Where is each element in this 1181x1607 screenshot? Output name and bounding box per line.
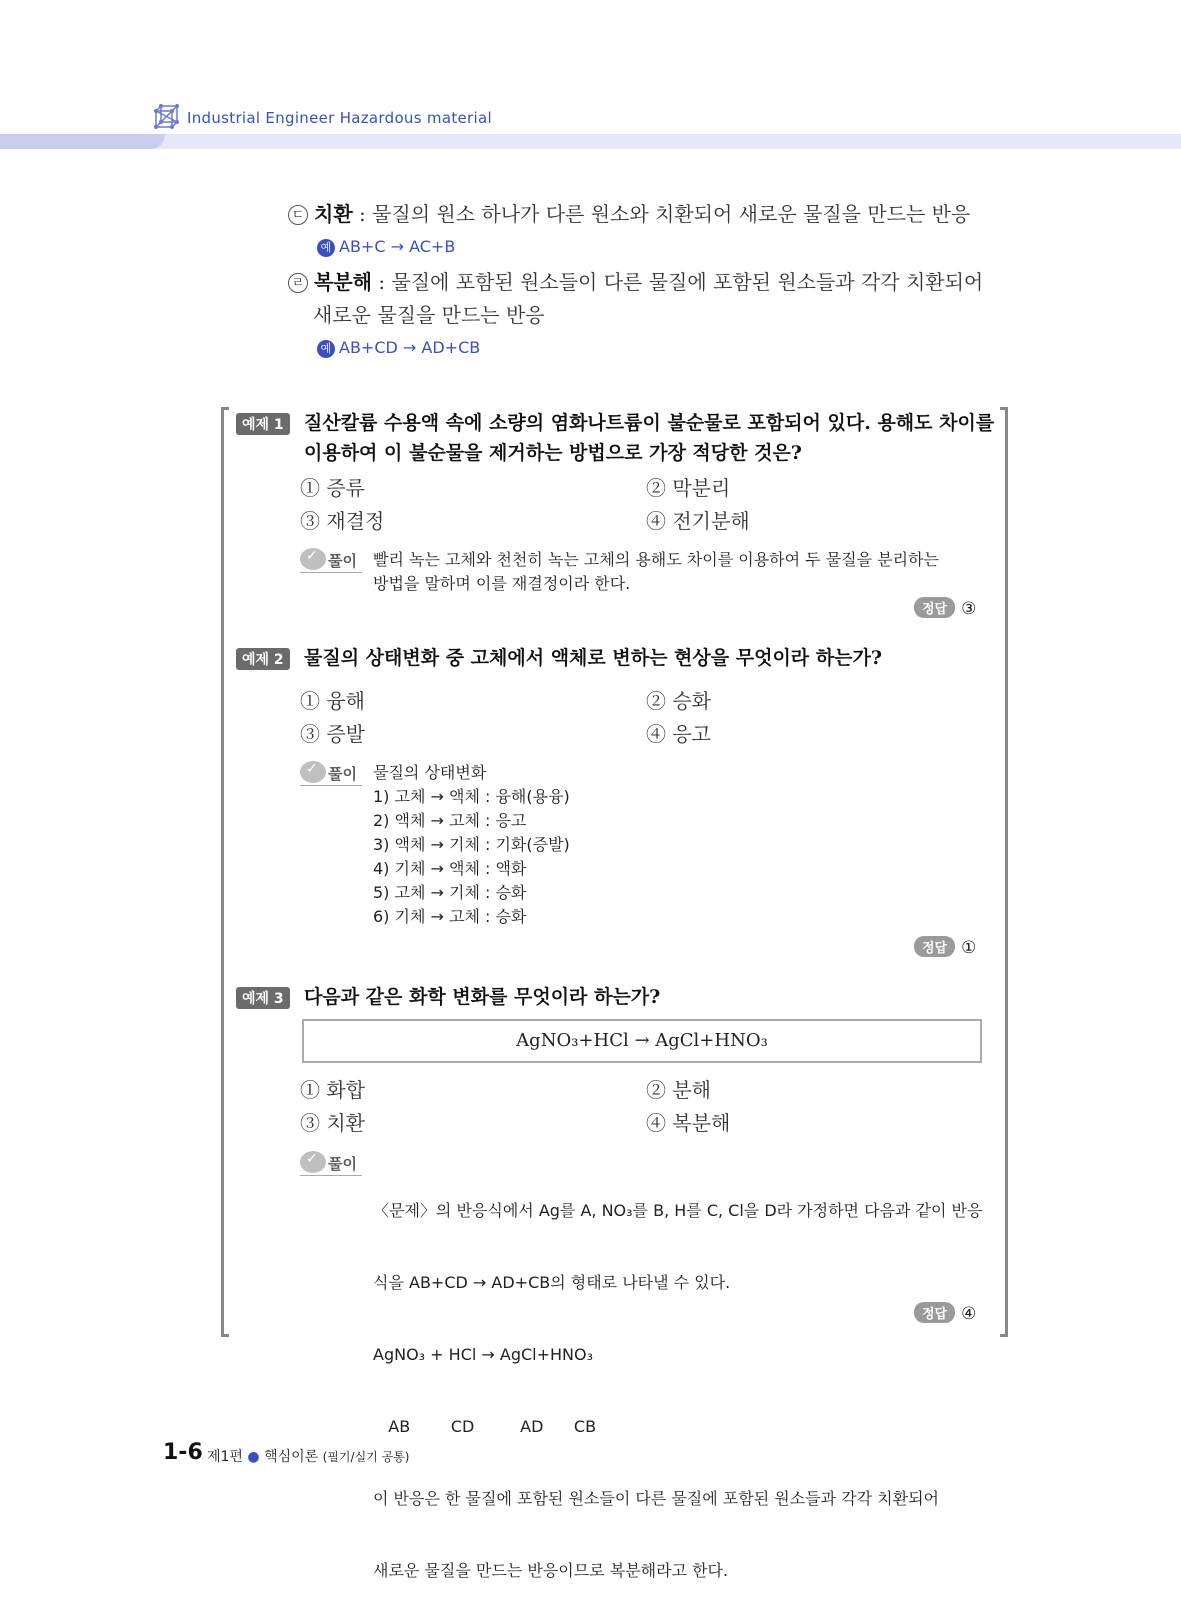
option: ② 막분리 <box>646 476 731 500</box>
item-double-displacement <box>288 265 983 299</box>
item-desc-continued: 새로운 물질을 만드는 반응 <box>313 303 545 327</box>
equation-box: AgNO₃+HCl → AgCl+HNO₃ <box>302 1019 982 1063</box>
option: ④ 전기분해 <box>646 509 750 533</box>
question-text-cont: 이용하여 이 불순물을 제거하는 방법으로 가장 적당한 것은? <box>304 442 802 464</box>
option: ① 증류 <box>300 476 365 500</box>
question-text: 물질의 상태변화 중 고체에서 액체로 변하는 현상을 무엇이라 하는가? <box>304 647 882 669</box>
item-example <box>317 338 480 358</box>
check-pencil-icon <box>300 1151 326 1173</box>
item-example <box>317 237 455 257</box>
option: ③ 증발 <box>300 722 365 746</box>
option: ② 승화 <box>646 689 711 713</box>
solution-label: ✓풀이 <box>300 1151 357 1174</box>
item-marker: ㄷ <box>288 205 308 225</box>
footer-text: 제1편 ● 핵심이론 (필기/실기 공통) <box>207 1449 410 1465</box>
box-bracket-right <box>1000 407 1008 1337</box>
solution-text: 물질의 상태변화 1) 고체 → 액체 : 융해(용융) 2) 액체 → 고체 : 응고 3) 액체 → 기체 : 기화(증발) 4) 기체 → 액체 : 액화 5) 고체 → 기체 : 승화 6) 기체 → 고체 : 승화 <box>373 763 570 926</box>
solution-label: ✓풀이 <box>300 548 357 571</box>
option: ④ 복분해 <box>646 1111 731 1135</box>
question-label: 예제 2 <box>236 648 290 670</box>
option: ③ 치환 <box>300 1111 365 1135</box>
header-band <box>0 134 1181 149</box>
example-text: AB+CD → AD+CB <box>339 338 481 357</box>
page-number: 1-6 <box>163 1440 203 1465</box>
item-marker: ㄹ <box>288 273 308 293</box>
question-label: 예제 1 <box>236 413 290 435</box>
solution-underline <box>300 1175 362 1176</box>
question-label: 예제 3 <box>236 987 290 1009</box>
item-term: 치환 <box>314 202 353 226</box>
header-title: Industrial Engineer Hazardous material <box>187 109 492 127</box>
example-badge: 예 <box>317 340 335 358</box>
example-text: AB+C → AC+B <box>339 237 456 256</box>
answer: 정답 ③ <box>914 597 976 619</box>
solution-text: 〈문제〉의 반응식에서 Ag를 A, NO₃를 B, H를 C, Cl을 D라 가정하면 다음과 같이 반응 식을 AB+CD → AD+CB의 형태로 나타낼 수 있다. AgNO₃ + HCl → AgCl+HNO₃ AB CD AD CB 이 반응은 한 물질에 포함된 원소들이 다른 물질에 포함된 원소들과 각각 치환되어 새로운 물질을 만드는 반응이므로 복분해라고 한다. <box>373 1201 983 1580</box>
check-pencil-icon <box>300 548 326 570</box>
solution-underline <box>300 785 362 786</box>
question-text: 질산칼륨 수용액 속에 소량의 염화나트륨이 불순물로 포함되어 있다. 용해도 차이를 <box>304 412 995 434</box>
question-text: 다음과 같은 화학 변화를 무엇이라 하는가? <box>304 986 661 1008</box>
item-term: 복분해 <box>314 270 372 294</box>
bullet-icon: ● <box>247 1449 260 1465</box>
solution-text: 빨리 녹는 고체와 천천히 녹는 고체의 용해도 차이를 이용하여 두 물질을 분리하는 방법을 말하며 이를 재결정이라 한다. <box>373 550 939 593</box>
header-band-accent <box>0 134 165 149</box>
box-bracket-left <box>221 407 229 1337</box>
solution-label: ✓풀이 <box>300 761 357 784</box>
molecule-cube-icon <box>150 102 182 134</box>
solution-underline <box>300 572 362 573</box>
option: ① 화합 <box>300 1078 365 1102</box>
option: ② 분해 <box>646 1078 711 1102</box>
answer: 정답 ① <box>914 936 976 958</box>
answer: 정답 ④ <box>914 1302 976 1324</box>
option: ① 융해 <box>300 689 365 713</box>
check-pencil-icon <box>300 761 326 783</box>
item-substitution <box>288 197 970 231</box>
example-badge: 예 <box>317 239 335 257</box>
option: ③ 재결정 <box>300 509 385 533</box>
item-desc: : 물질의 원소 하나가 다른 원소와 치환되어 새로운 물질을 만드는 반응 <box>352 202 971 226</box>
option: ④ 응고 <box>646 722 711 746</box>
item-desc: : 물질에 포함된 원소들이 다른 물질에 포함된 원소들과 각각 치환되어 <box>371 270 984 294</box>
